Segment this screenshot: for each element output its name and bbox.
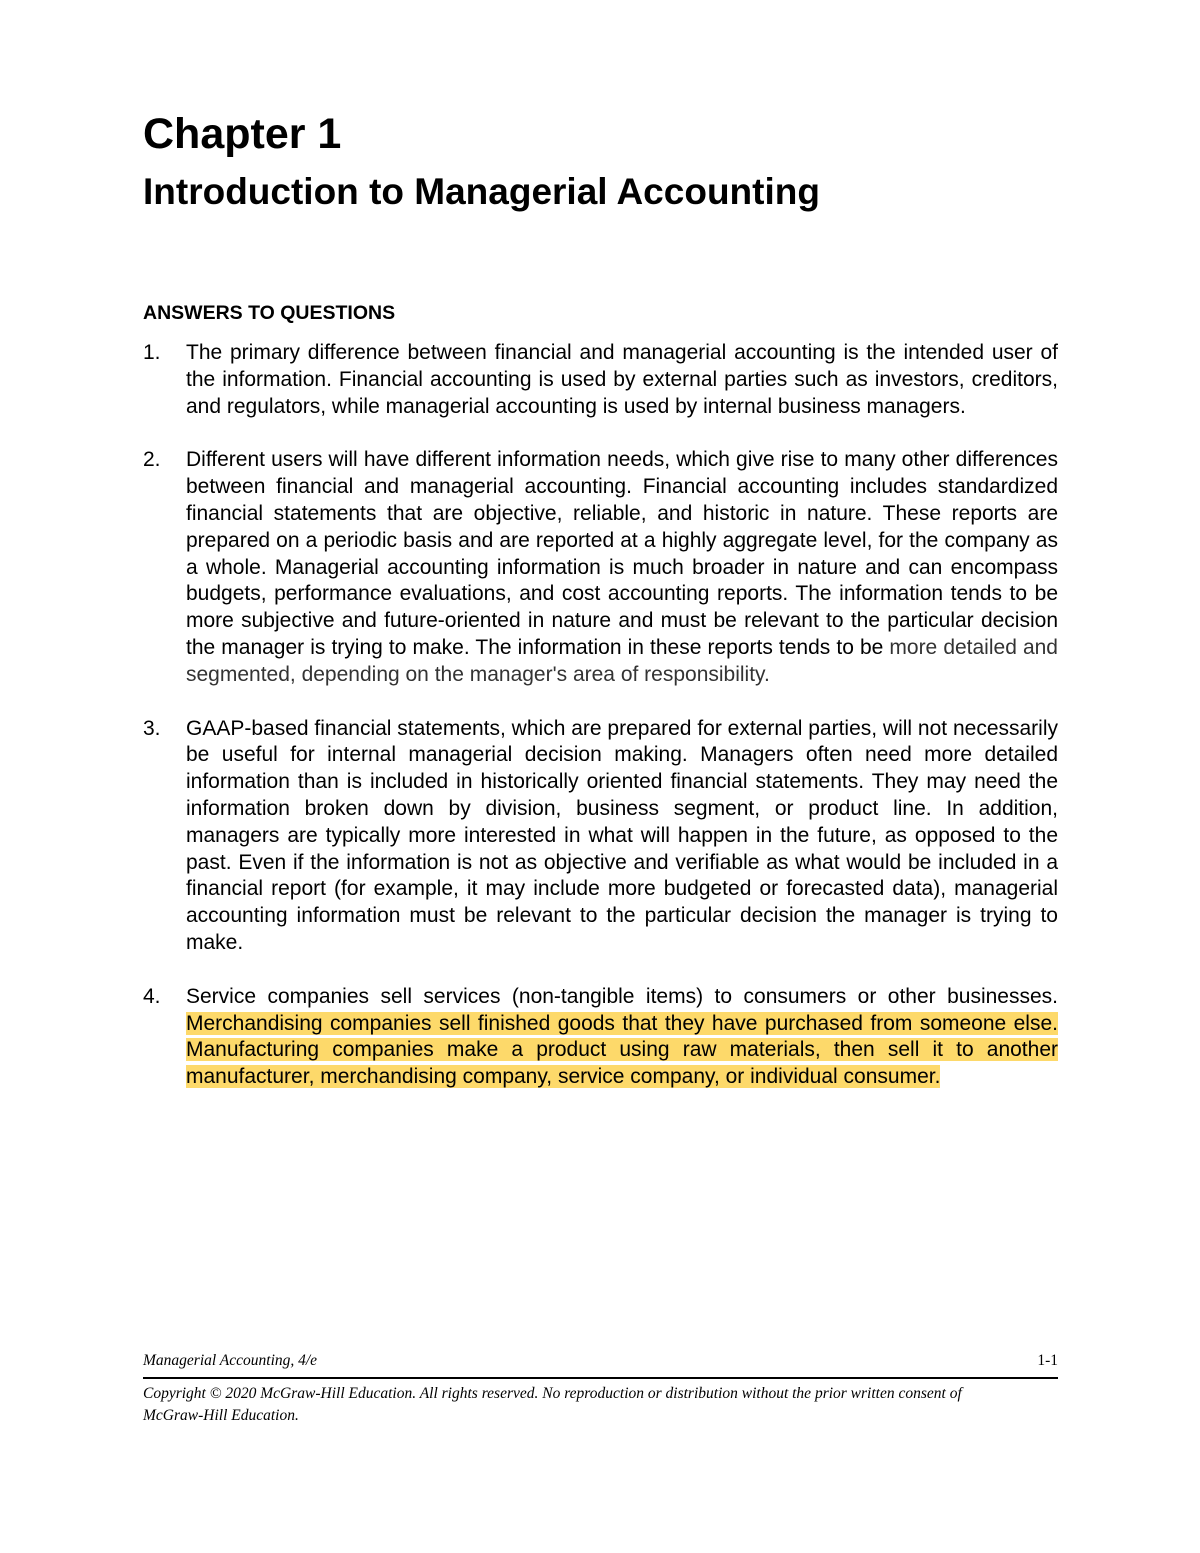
answer-body: Service companies sell services (non-tangible items) to consumers or other businesses. <box>186 984 1058 1008</box>
answers-list <box>143 340 1058 1118</box>
answer-item-3 <box>143 716 1058 957</box>
answer-number: 1. <box>143 341 161 364</box>
copyright-notice: Copyright © 2020 McGraw-Hill Education. All rights reserved. No reproduction or distribution without the prior written consent of McGraw-Hill Education. <box>143 1385 962 1424</box>
answer-item-2 <box>143 447 1058 688</box>
chapter-title: Chapter 1 <box>143 110 342 158</box>
answer-text <box>186 447 1058 688</box>
answer-item-4 <box>143 984 1058 1091</box>
answer-number: 3. <box>143 716 161 740</box>
highlighted-text: Merchandising companies sell finished goods that they have purchased from someone else. Manufacturing companies make a product using raw materials, then sell it to another manufacturer, merchandising company, service company, or individual consumer. <box>186 1011 1058 1089</box>
answer-text <box>186 716 1058 957</box>
answer-text <box>186 340 1058 420</box>
answer-body: GAAP-based financial statements, which are prepared for external parties, will not necessarily be useful for internal managerial decision making. Managers often need more detailed information than is included in historically oriented financial statements. They may need the information broken down by division, business segment, or product line. In addition, managers are typically more interested in what will happen in the future, as opposed to the past. Even if the information is not as objective and verifiable as what would be included in a financial report (for example, it may include more budgeted or forecasted data), managerial accounting information must be relevant to the particular decision the manager is trying to make. <box>186 716 1058 954</box>
answer-text <box>186 984 1058 1091</box>
answer-number: 2. <box>143 448 161 472</box>
footer-rule <box>143 1349 1058 1379</box>
answer-body-light: more detailed and segmented, depending on the manager's area of responsibility. <box>186 635 1058 686</box>
chapter-subtitle: Introduction to Managerial Accounting <box>143 171 820 212</box>
footer-book-title: Managerial Accounting, 4/e <box>143 1352 318 1369</box>
answer-body: The primary difference between financial and managerial accounting is the intended user of the information. Financial accounting is used by external parties such as investors, creditors, and regulators, while managerial accounting is used by internal business managers. <box>186 341 1058 418</box>
footer-page-number: 1-1 <box>1037 1352 1058 1369</box>
answer-number: 4. <box>143 984 161 1008</box>
section-heading: ANSWERS TO QUESTIONS <box>143 302 396 324</box>
answer-body: Different users will have different information needs, which give rise to many other differences between financial and managerial accounting. Financial accounting includes standardized financial statements that are objective, reliable, and historic in nature. These reports are prepared on a periodic basis and are reported at a highly aggregate level, for the company as a whole. Managerial accounting information is much broader in nature and can encompass budgets, performance evaluations, and cost accounting reports. The information tends to be more subjective and future-oriented in nature and must be relevant to the particular decision the manager is trying to make. The information in these reports tends to be <box>186 448 1058 659</box>
answer-item-1 <box>143 340 1058 420</box>
